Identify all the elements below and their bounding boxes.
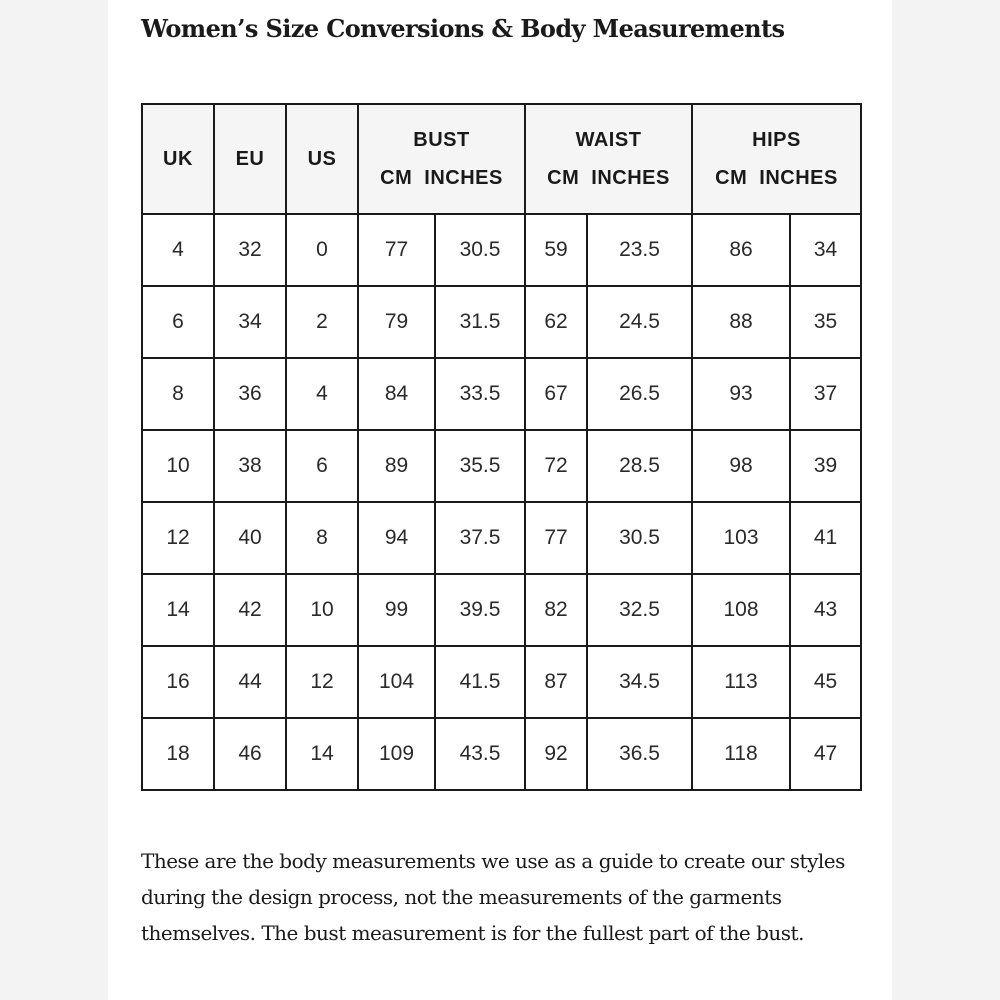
cell-bust-cm: 104 — [358, 646, 435, 718]
cell-waist-inches: 26.5 — [587, 358, 692, 430]
cell-eu: 44 — [214, 646, 286, 718]
cell-bust-inches: 41.5 — [435, 646, 525, 718]
table-body — [142, 214, 861, 790]
page-title: Women’s Size Conversions & Body Measurements — [141, 14, 785, 43]
header-hips — [692, 104, 861, 214]
cell-hips-inches: 39 — [790, 430, 861, 502]
header-bust-inches: INCHES — [424, 167, 503, 189]
cell-bust-inches: 33.5 — [435, 358, 525, 430]
header-hips-label: HIPS — [752, 129, 801, 151]
cell-waist-inches: 32.5 — [587, 574, 692, 646]
table-header-row — [142, 104, 861, 214]
cell-us: 14 — [286, 718, 358, 790]
header-waist-units — [547, 159, 670, 197]
cell-bust-cm: 77 — [358, 214, 435, 286]
table-row — [142, 574, 861, 646]
cell-bust-inches: 30.5 — [435, 214, 525, 286]
cell-uk: 16 — [142, 646, 214, 718]
cell-waist-cm: 67 — [525, 358, 587, 430]
cell-bust-inches: 39.5 — [435, 574, 525, 646]
header-waist-cm: CM — [547, 167, 580, 189]
cell-us: 4 — [286, 358, 358, 430]
cell-uk: 12 — [142, 502, 214, 574]
cell-waist-cm: 77 — [525, 502, 587, 574]
cell-hips-cm: 113 — [692, 646, 790, 718]
size-chart-table — [141, 103, 862, 791]
cell-waist-inches: 30.5 — [587, 502, 692, 574]
cell-waist-inches: 24.5 — [587, 286, 692, 358]
header-hips-units — [715, 159, 838, 197]
table-row — [142, 718, 861, 790]
cell-uk: 8 — [142, 358, 214, 430]
page — [108, 0, 892, 1000]
cell-us: 6 — [286, 430, 358, 502]
cell-us: 10 — [286, 574, 358, 646]
cell-waist-inches: 36.5 — [587, 718, 692, 790]
cell-hips-inches: 35 — [790, 286, 861, 358]
cell-hips-cm: 103 — [692, 502, 790, 574]
cell-hips-cm: 88 — [692, 286, 790, 358]
table-row — [142, 502, 861, 574]
cell-bust-cm: 94 — [358, 502, 435, 574]
cell-waist-cm: 72 — [525, 430, 587, 502]
cell-hips-cm: 98 — [692, 430, 790, 502]
cell-hips-inches: 43 — [790, 574, 861, 646]
cell-eu: 36 — [214, 358, 286, 430]
cell-us: 2 — [286, 286, 358, 358]
cell-waist-cm: 87 — [525, 646, 587, 718]
cell-bust-cm: 79 — [358, 286, 435, 358]
cell-waist-cm: 59 — [525, 214, 587, 286]
header-waist-inches: INCHES — [591, 167, 670, 189]
cell-hips-inches: 45 — [790, 646, 861, 718]
header-us: US — [286, 104, 358, 214]
cell-uk: 14 — [142, 574, 214, 646]
cell-bust-cm: 109 — [358, 718, 435, 790]
cell-uk: 4 — [142, 214, 214, 286]
cell-waist-cm: 92 — [525, 718, 587, 790]
cell-bust-inches: 43.5 — [435, 718, 525, 790]
cell-hips-cm: 118 — [692, 718, 790, 790]
cell-hips-inches: 47 — [790, 718, 861, 790]
cell-us: 0 — [286, 214, 358, 286]
cell-hips-inches: 34 — [790, 214, 861, 286]
cell-eu: 34 — [214, 286, 286, 358]
cell-eu: 42 — [214, 574, 286, 646]
header-bust-cm: CM — [380, 167, 413, 189]
header-bust-label: BUST — [413, 129, 470, 151]
cell-bust-cm: 89 — [358, 430, 435, 502]
measurement-note: These are the body measurements we use as a guide to create our styles during the design process, not the measurements of the garments themselves. The bust measurement is for the fullest part of the bust. — [141, 849, 845, 945]
cell-bust-cm: 99 — [358, 574, 435, 646]
cell-hips-cm: 108 — [692, 574, 790, 646]
cell-waist-inches: 28.5 — [587, 430, 692, 502]
cell-bust-cm: 84 — [358, 358, 435, 430]
table-row — [142, 430, 861, 502]
header-uk: UK — [142, 104, 214, 214]
table-row — [142, 358, 861, 430]
header-bust-units — [380, 159, 503, 197]
table-row — [142, 646, 861, 718]
header-bust — [358, 104, 525, 214]
cell-waist-cm: 82 — [525, 574, 587, 646]
cell-eu: 40 — [214, 502, 286, 574]
cell-uk: 10 — [142, 430, 214, 502]
cell-waist-inches: 34.5 — [587, 646, 692, 718]
cell-eu: 46 — [214, 718, 286, 790]
header-waist — [525, 104, 692, 214]
table-row — [142, 214, 861, 286]
cell-waist-cm: 62 — [525, 286, 587, 358]
cell-hips-cm: 86 — [692, 214, 790, 286]
cell-bust-inches: 35.5 — [435, 430, 525, 502]
cell-hips-inches: 37 — [790, 358, 861, 430]
header-eu: EU — [214, 104, 286, 214]
cell-uk: 6 — [142, 286, 214, 358]
header-hips-cm: CM — [715, 167, 748, 189]
cell-eu: 38 — [214, 430, 286, 502]
cell-bust-inches: 37.5 — [435, 502, 525, 574]
table-row — [142, 286, 861, 358]
cell-us: 12 — [286, 646, 358, 718]
header-hips-inches: INCHES — [759, 167, 838, 189]
cell-uk: 18 — [142, 718, 214, 790]
cell-bust-inches: 31.5 — [435, 286, 525, 358]
cell-us: 8 — [286, 502, 358, 574]
cell-eu: 32 — [214, 214, 286, 286]
header-waist-label: WAIST — [575, 129, 642, 151]
cell-hips-cm: 93 — [692, 358, 790, 430]
cell-waist-inches: 23.5 — [587, 214, 692, 286]
cell-hips-inches: 41 — [790, 502, 861, 574]
